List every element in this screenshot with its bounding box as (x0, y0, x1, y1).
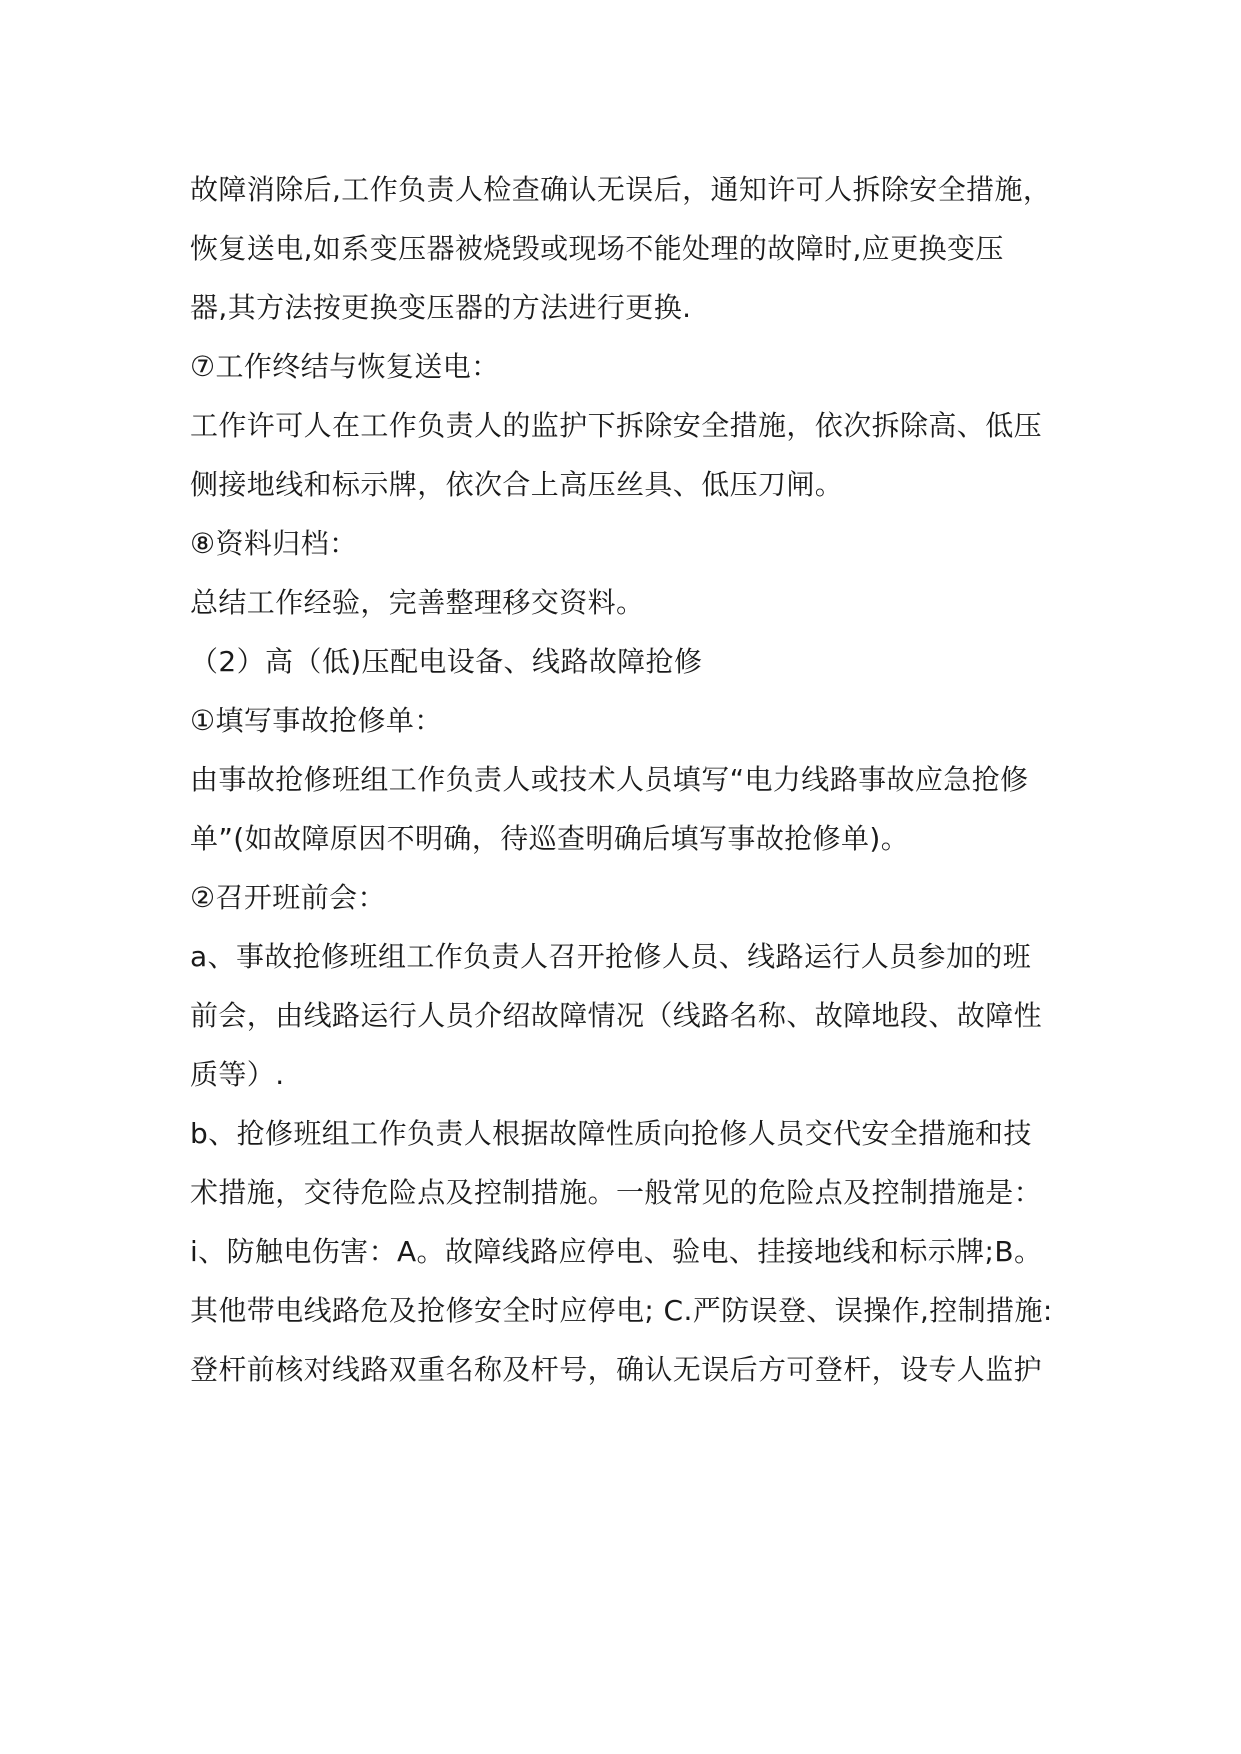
section-heading: （2）高（低)压配电设备、线路故障抢修 (190, 645, 703, 678)
text-line: 前会，由线路运行人员介绍故障情况（线路名称、故障地段、故障性 (190, 999, 1043, 1032)
section-heading: ①填写事故抢修单： (190, 704, 443, 737)
text-line: 工作许可人在工作负责人的监护下拆除安全措施，依次拆除高、低压 (190, 409, 1043, 442)
text-line: 单”(如故障原因不明确，待巡查明确后填写事故抢修单)。 (190, 822, 910, 855)
text-line: 术措施，交待危险点及控制措施。一般常见的危险点及控制措施是： (190, 1176, 1043, 1209)
text-line: 由事故抢修班组工作负责人或技术人员填写“电力线路事故应急抢修 (190, 763, 1029, 796)
text-line: ⅰ、防触电伤害：A。故障线路应停电、验电、挂接地线和标示牌;B。 (190, 1235, 1043, 1268)
text-line: 器,其方法按更换变压器的方法进行更换. (190, 291, 692, 324)
section-heading: ⑦工作终结与恢复送电： (190, 350, 500, 383)
text-line: a、事故抢修班组工作负责人召开抢修人员、线路运行人员参加的班 (190, 940, 1032, 973)
section-heading: ②召开班前会： (190, 881, 386, 914)
text-line: 恢复送电,如系变压器被烧毁或现场不能处理的故障时,应更换变压 (190, 232, 1004, 265)
text-line: 其他带电线路危及抢修安全时应停电; C.严防误登、误操作,控制措施: (190, 1294, 1053, 1327)
text-line: 质等）. (190, 1058, 285, 1091)
text-line: 故障消除后,工作负责人检查确认无误后，通知许可人拆除安全措施， (190, 173, 1052, 206)
text-line: 总结工作经验，完善整理移交资料。 (190, 586, 645, 619)
text-line: 登杆前核对线路双重名称及杆号，确认无误后方可登杆，设专人监护 (190, 1353, 1043, 1386)
text-line: 侧接地线和标示牌，依次合上高压丝具、低压刀闸。 (190, 468, 844, 501)
section-heading: ⑧资料归档： (190, 527, 358, 560)
text-line: b、抢修班组工作负责人根据故障性质向抢修人员交代安全措施和技 (190, 1117, 1032, 1150)
